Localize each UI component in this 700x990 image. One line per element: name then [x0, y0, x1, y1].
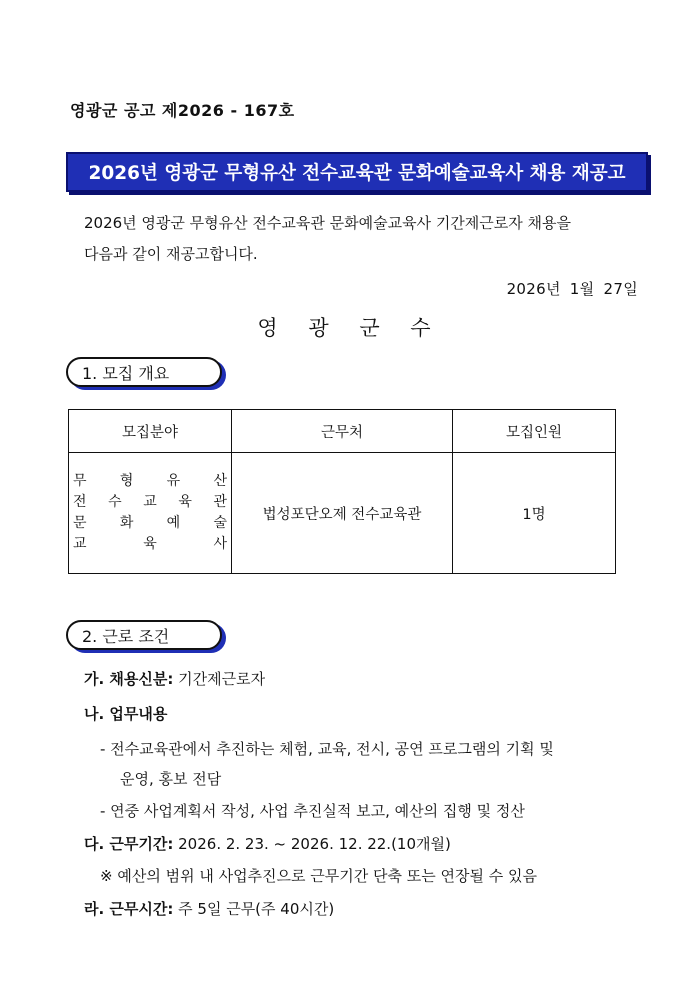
notice-number: 영광군 공고 제2026 - 167호 [70, 101, 295, 120]
field-cell [69, 453, 232, 574]
field-line-2 [73, 492, 227, 513]
workplace-cell: 법성포단오제 전수교육관 [232, 453, 453, 574]
field-char: 유 [166, 473, 181, 489]
work-hours-value: 주 5일 근무(주 40시간) [173, 900, 335, 918]
duty-item-1-line-2: 운영, 홍보 전담 [120, 770, 222, 788]
duties-label: 나. 업무내용 [84, 705, 168, 723]
work-hours-label: 라. 근무시간: [84, 900, 174, 918]
field-char: 산 [213, 473, 227, 489]
header-count: 모집인원 [453, 410, 616, 453]
field-line-4 [73, 534, 227, 555]
field-line-3 [73, 513, 227, 534]
announcement-title: 2026년 영광군 무형유산 전수교육관 문화예술교육사 채용 재공고 [66, 152, 648, 192]
recruitment-table [68, 409, 616, 574]
field-char: 술 [213, 515, 227, 531]
employment-status-label: 가. 채용신분: [84, 670, 174, 688]
field-char: 사 [213, 536, 227, 552]
field-char: 육 [143, 536, 157, 552]
intro-line-2: 다음과 같이 재공고합니다. [84, 245, 258, 263]
intro-paragraph [84, 208, 654, 270]
work-period-label: 다. 근무기간: [84, 835, 174, 853]
work-period-value: 2026. 2. 23. ~ 2026. 12. 22.(10개월) [173, 835, 451, 853]
announcement-date: 2026년 1월 27일 [506, 280, 638, 298]
duty-item-2: - 연중 사업계획서 작성, 사업 추진실적 보고, 예산의 집행 및 정산 [100, 802, 525, 820]
field-char: 육 [178, 494, 192, 510]
field-char: 전 [73, 494, 87, 510]
work-period-note: ※ 예산의 범위 내 사업추진으로 근무기간 단축 또는 연장될 수 있음 [100, 867, 537, 885]
section-2-heading: 2. 근로 조건 [66, 620, 222, 650]
table-row [69, 453, 616, 574]
work-period [84, 833, 451, 854]
field-char: 문 [73, 515, 87, 531]
field-char: 화 [119, 515, 134, 531]
field-char: 형 [119, 473, 134, 489]
count-cell: 1명 [453, 453, 616, 574]
employment-status-value: 기간제근로자 [173, 670, 266, 688]
employment-status [84, 668, 265, 689]
field-char: 관 [213, 494, 227, 510]
duties-heading [84, 703, 167, 724]
field-char: 수 [108, 494, 122, 510]
work-hours [84, 898, 334, 919]
section-1-heading: 1. 모집 개요 [66, 357, 222, 387]
field-char: 예 [166, 515, 181, 531]
field-char: 무 [73, 473, 87, 489]
field-char: 교 [73, 536, 87, 552]
table-header-row [69, 410, 616, 453]
header-workplace: 근무처 [232, 410, 453, 453]
field-line-1 [73, 471, 227, 492]
field-char: 교 [143, 494, 157, 510]
header-field: 모집분야 [69, 410, 232, 453]
issuing-organization: 영 광 군 수 [257, 316, 443, 340]
intro-line-1: 2026년 영광군 무형유산 전수교육관 문화예술교육사 기간제근로자 채용을 [84, 214, 571, 232]
duty-item-1-line-1: - 전수교육관에서 추진하는 체험, 교육, 전시, 공연 프로그램의 기획 및 [100, 740, 554, 758]
